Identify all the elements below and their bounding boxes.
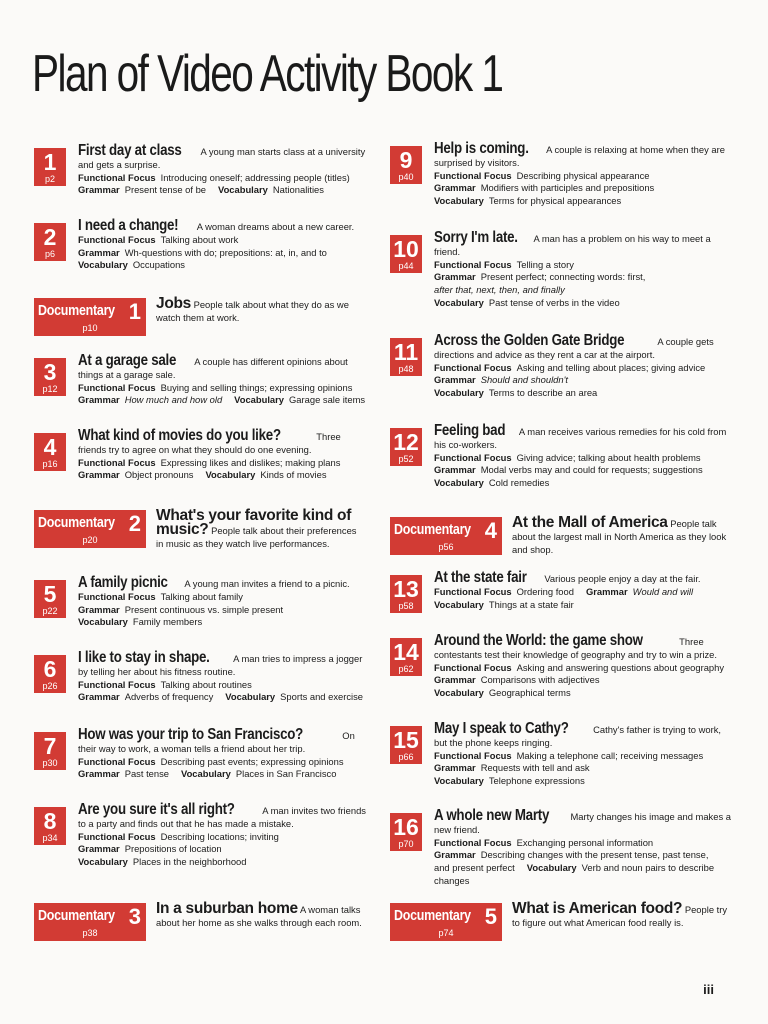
functional-focus: Expressing likes and dislikes; making plans: [160, 456, 341, 468]
documentary-5: [390, 900, 730, 941]
unit-3: [34, 352, 370, 407]
functional-focus-label: Functional Focus: [434, 451, 512, 463]
documentary-number: 5: [484, 904, 497, 929]
unit-number-badge: [390, 338, 422, 376]
functional-focus: Describing physical appearance: [516, 169, 650, 181]
unit-title: I like to stay in shape.: [78, 649, 210, 666]
vocabulary-label: Vocabulary: [234, 394, 285, 406]
unit-4: [34, 427, 370, 482]
unit-title: Around the World: the game show: [434, 632, 643, 649]
functional-focus-label: Functional Focus: [78, 381, 156, 393]
unit-details: [434, 569, 701, 611]
unit-title: May I speak to Cathy?: [434, 720, 569, 737]
unit-details: [78, 801, 370, 869]
unit-14: [390, 632, 730, 700]
functional-focus: Ordering food: [516, 585, 574, 597]
unit-title: First day at class: [78, 142, 182, 159]
functional-focus: Telling a story: [516, 258, 574, 270]
vocabulary: Verb and noun pairs to describe changes: [434, 862, 715, 886]
documentary-description: People talk about the largest mall in North America as they look and shop.: [512, 518, 727, 555]
unit-details: [78, 427, 370, 482]
documentary-number: 4: [484, 518, 497, 543]
grammar-label: Grammar: [434, 464, 476, 476]
documentary-number: 2: [128, 511, 141, 536]
vocabulary: Cold remedies: [488, 477, 550, 489]
unit-page: p40: [398, 172, 414, 182]
vocabulary-label: Vocabulary: [225, 691, 276, 703]
unit-number: 15: [393, 727, 419, 753]
documentary-label: Documentary: [38, 908, 115, 924]
grammar-continued: and present perfect: [434, 862, 515, 874]
documentary-description: A woman talks about her home as she walks through each room.: [156, 904, 362, 928]
grammar-label: Grammar: [434, 849, 476, 861]
unit-number-badge: [34, 358, 66, 396]
unit-title: A family picnic: [78, 574, 168, 591]
unit-page: p12: [42, 384, 58, 394]
vocabulary: Places in San Francisco: [235, 768, 337, 780]
grammar: Past tense: [124, 768, 170, 780]
vocabulary: Past tense of verbs in the video: [488, 296, 620, 308]
unit-page: p52: [398, 454, 414, 464]
grammar: Present continuous vs. simple present: [124, 603, 284, 615]
functional-focus-label: Functional Focus: [78, 830, 156, 842]
documentary-title: What is American food?: [512, 900, 683, 917]
functional-focus-label: Functional Focus: [78, 590, 156, 602]
unit-number: 6: [43, 656, 57, 682]
unit-number-badge: [390, 638, 422, 676]
unit-details: [78, 352, 370, 407]
unit-page: p26: [42, 681, 58, 691]
vocabulary: Nationalities: [272, 184, 324, 196]
vocabulary: Garage sale items: [289, 394, 366, 406]
documentary-number: 3: [128, 904, 141, 929]
unit-11: [390, 332, 730, 400]
unit-title: Feeling bad: [434, 422, 506, 439]
grammar-label: Grammar: [78, 394, 120, 406]
unit-page: p62: [398, 664, 414, 674]
documentary-label: Documentary: [38, 303, 115, 319]
unit-9: [390, 140, 730, 208]
unit-details: [434, 140, 730, 208]
documentary-details: [156, 900, 366, 930]
grammar: Modifiers with participles and prepositions: [480, 182, 655, 194]
grammar: Wh-questions with do; prepositions: at, in, and to: [124, 246, 327, 258]
vocabulary: Terms to describe an area: [488, 387, 598, 399]
unit-2: [34, 217, 370, 272]
unit-8: [34, 801, 370, 869]
grammar-label: Grammar: [434, 374, 476, 386]
grammar-label: Grammar: [78, 246, 120, 258]
documentary-page: p38: [82, 928, 98, 938]
unit-number-badge: [390, 428, 422, 466]
unit-number: 2: [43, 224, 57, 250]
documentary-details: [156, 507, 366, 550]
unit-number-badge: [390, 235, 422, 273]
vocabulary-label: Vocabulary: [78, 616, 128, 628]
documentary-title: In a suburban home: [156, 900, 298, 917]
documentary-badge: [34, 298, 146, 336]
documentary-title: Jobs: [156, 295, 191, 312]
unit-page: p6: [44, 249, 55, 259]
documentary-page: p10: [82, 323, 98, 333]
unit-page: p30: [42, 758, 58, 768]
documentary-page: p56: [438, 542, 454, 552]
unit-description: A man receives various remedies for his cold from his co-workers.: [434, 426, 727, 450]
grammar-label: Grammar: [434, 271, 476, 283]
unit-number: 8: [43, 808, 57, 834]
vocabulary: Sports and exercise: [280, 691, 364, 703]
unit-number: 9: [399, 147, 413, 173]
grammar-label: Grammar: [434, 182, 476, 194]
documentary-badge: [390, 903, 502, 941]
unit-title: Across the Golden Gate Bridge: [434, 332, 625, 349]
functional-focus-label: Functional Focus: [434, 361, 512, 373]
page-title: Plan of Video Activity Book 1: [32, 45, 503, 103]
unit-description: A woman dreams about a new career.: [196, 221, 355, 232]
functional-focus: Making a telephone call; receiving messages: [516, 749, 704, 761]
unit-number: 13: [393, 576, 419, 602]
documentary-page: p20: [82, 535, 98, 545]
vocabulary-label: Vocabulary: [434, 387, 484, 399]
unit-page: p2: [44, 174, 55, 184]
unit-number-badge: [34, 732, 66, 770]
grammar-label: Grammar: [78, 603, 120, 615]
documentary-details: [512, 900, 730, 930]
functional-focus-label: Functional Focus: [78, 233, 156, 245]
unit-number: 5: [43, 581, 57, 607]
grammar: Object pronouns: [124, 469, 194, 481]
grammar-label: Grammar: [585, 585, 628, 597]
unit-page: p16: [42, 459, 58, 469]
unit-number-badge: [390, 575, 422, 613]
unit-description: Three friends try to agree on what they should do one evening.: [78, 431, 341, 455]
documentary-label: Documentary: [394, 908, 471, 924]
unit-number: 14: [393, 639, 419, 665]
grammar: Present perfect; connecting words: first,: [480, 271, 646, 283]
unit-number-badge: [390, 146, 422, 184]
unit-details: [78, 574, 350, 629]
unit-number: 3: [43, 359, 57, 385]
documentary-title: What's your favorite kind of music?: [156, 507, 352, 538]
unit-number-badge: [34, 807, 66, 845]
unit-details: [78, 142, 370, 197]
documentary-label: Documentary: [38, 515, 115, 531]
functional-focus: Describing past events; expressing opinions: [160, 755, 344, 767]
grammar: Modal verbs may and could for requests; suggestions: [480, 464, 703, 476]
documentary-2: [34, 507, 370, 550]
vocabulary: Places in the neighborhood: [132, 856, 247, 868]
unit-page: p34: [42, 833, 58, 843]
functional-focus-label: Functional Focus: [78, 755, 156, 767]
functional-focus-label: Functional Focus: [78, 171, 156, 183]
grammar: Would and will: [632, 585, 694, 597]
unit-number-badge: [34, 148, 66, 186]
documentary-badge: [34, 903, 146, 941]
vocabulary: Family members: [132, 616, 203, 628]
unit-description: Cathy's father is trying to work, but the phone keeps ringing.: [434, 724, 721, 748]
unit-number: 12: [393, 429, 419, 455]
unit-title: Help is coming.: [434, 140, 529, 157]
grammar: Present tense of be: [124, 184, 207, 196]
documentary-badge: [34, 510, 146, 548]
functional-focus-label: Functional Focus: [434, 258, 512, 270]
unit-details: [434, 632, 730, 700]
grammar-continued: after that, next, then, and finally: [434, 284, 565, 296]
unit-title: Are you sure it's all right?: [78, 801, 235, 818]
unit-title: A whole new Marty: [434, 807, 550, 824]
grammar: Should and shouldn't: [480, 374, 568, 386]
functional-focus: Talking about routines: [160, 678, 252, 690]
documentary-3: [34, 900, 370, 941]
functional-focus: Talking about work: [160, 233, 239, 245]
unit-details: [78, 217, 355, 272]
vocabulary: Occupations: [132, 259, 185, 271]
documentary-details: [156, 295, 366, 325]
functional-focus-label: Functional Focus: [434, 836, 512, 848]
documentary-description: People talk about what they do as we watch them at work.: [156, 299, 349, 323]
grammar: Describing changes with the present tense, past tense,: [480, 849, 709, 861]
unit-number: 1: [43, 149, 57, 175]
unit-description: Marty changes his image and makes a new friend.: [434, 811, 731, 835]
unit-description: A man invites two friends to a party and finds out that he has made a mistake.: [78, 805, 366, 829]
functional-focus: Buying and selling things; expressing opinions: [160, 381, 353, 393]
documentary-page: p74: [438, 928, 454, 938]
grammar: Adverbs of frequency: [124, 691, 214, 703]
functional-focus-label: Functional Focus: [434, 169, 512, 181]
unit-description: A couple has different opinions about things at a garage sale.: [78, 356, 348, 380]
unit-details: [434, 332, 730, 400]
unit-1: [34, 142, 370, 197]
unit-description: On their way to work, a woman tells a friend about her trip.: [78, 730, 355, 754]
functional-focus: Giving advice; talking about health problems: [516, 451, 701, 463]
unit-10: [390, 229, 730, 310]
unit-number-badge: [390, 726, 422, 764]
grammar: Requests with tell and ask: [480, 762, 590, 774]
unit-number-badge: [34, 580, 66, 618]
vocabulary-label: Vocabulary: [434, 477, 484, 489]
unit-title: Sorry I'm late.: [434, 229, 518, 246]
unit-title: At the state fair: [434, 569, 527, 586]
documentary-number: 1: [128, 299, 141, 324]
functional-focus: Describing locations; inviting: [160, 830, 279, 842]
functional-focus: Introducing oneself; addressing people (titles): [160, 171, 350, 183]
functional-focus-label: Functional Focus: [78, 678, 156, 690]
vocabulary: Things at a state fair: [488, 598, 574, 610]
unit-description: A couple is relaxing at home when they are surprised by visitors.: [434, 144, 725, 168]
grammar-label: Grammar: [434, 674, 476, 686]
unit-page: p22: [42, 606, 58, 616]
unit-title: What kind of movies do you like?: [78, 427, 281, 444]
grammar-label: Grammar: [78, 768, 120, 780]
grammar: Comparisons with adjectives: [480, 674, 600, 686]
functional-focus-label: Functional Focus: [434, 661, 512, 673]
unit-number: 7: [43, 733, 57, 759]
functional-focus-label: Functional Focus: [434, 749, 512, 761]
documentary-4: [390, 514, 730, 556]
functional-focus-label: Functional Focus: [434, 585, 512, 597]
unit-16: [390, 807, 736, 888]
vocabulary-label: Vocabulary: [78, 856, 128, 868]
unit-15: [390, 720, 730, 788]
vocabulary-label: Vocabulary: [181, 768, 231, 780]
vocabulary-label: Vocabulary: [78, 259, 128, 271]
vocabulary: Telephone expressions: [488, 775, 585, 787]
functional-focus: Talking about family: [160, 590, 243, 602]
unit-description: A young man starts class at a university and gets a surprise.: [78, 146, 366, 170]
unit-number-badge: [34, 433, 66, 471]
unit-page: p48: [398, 364, 414, 374]
functional-focus-label: Functional Focus: [78, 456, 156, 468]
unit-page: p58: [398, 601, 414, 611]
vocabulary-label: Vocabulary: [526, 862, 577, 874]
unit-number-badge: [34, 223, 66, 261]
unit-title: At a garage sale: [78, 352, 177, 369]
unit-number: 11: [393, 339, 419, 365]
vocabulary: Geographical terms: [488, 687, 571, 699]
unit-details: [434, 720, 730, 788]
functional-focus: Exchanging personal information: [516, 836, 654, 848]
functional-focus: Asking and telling about places; giving advice: [516, 361, 706, 373]
unit-details: [434, 422, 730, 490]
unit-13: [390, 569, 730, 613]
grammar-label: Grammar: [78, 469, 120, 481]
grammar: How much and how old: [124, 394, 223, 406]
unit-description: A man has a problem on his way to meet a friend.: [434, 233, 711, 257]
unit-details: [78, 726, 370, 781]
vocabulary-label: Vocabulary: [434, 687, 484, 699]
documentary-title: At the Mall of America: [512, 514, 668, 531]
functional-focus: Asking and answering questions about geography: [516, 661, 725, 673]
unit-details: [434, 229, 730, 310]
unit-description: A young man invites a friend to a picnic.: [184, 578, 350, 589]
unit-7: [34, 726, 370, 781]
vocabulary-label: Vocabulary: [205, 469, 256, 481]
unit-number: 16: [393, 814, 419, 840]
unit-description: A couple gets directions and advice as they rent a car at the airport.: [434, 336, 714, 360]
grammar-label: Grammar: [434, 762, 476, 774]
unit-page: p70: [398, 839, 414, 849]
grammar: Prepositions of location: [124, 843, 222, 855]
unit-details: [434, 807, 736, 888]
documentary-badge: [390, 517, 502, 555]
unit-number: 4: [43, 434, 57, 460]
unit-description: Three contestants test their knowledge of geography and try to win a prize.: [434, 636, 717, 660]
unit-description: Various people enjoy a day at the fair.: [544, 573, 701, 584]
unit-12: [390, 422, 730, 490]
vocabulary: Kinds of movies: [260, 469, 327, 481]
vocabulary-label: Vocabulary: [434, 775, 484, 787]
documentary-label: Documentary: [394, 522, 471, 538]
grammar-label: Grammar: [78, 691, 120, 703]
unit-5: [34, 574, 370, 629]
documentary-description: People talk about their preferences in music as they watch live performances.: [156, 524, 357, 549]
unit-details: [78, 649, 370, 704]
unit-description: A man tries to impress a jogger by telling her about his fitness routine.: [78, 653, 363, 677]
documentary-1: [34, 295, 370, 336]
vocabulary: Terms for physical appearances: [488, 195, 622, 207]
unit-title: How was your trip to San Francisco?: [78, 726, 304, 743]
unit-title: I need a change!: [78, 217, 179, 234]
grammar-label: Grammar: [78, 843, 120, 855]
unit-page: p66: [398, 752, 414, 762]
grammar-label: Grammar: [78, 184, 120, 196]
unit-number-badge: [390, 813, 422, 851]
unit-6: [34, 649, 370, 704]
vocabulary-label: Vocabulary: [434, 195, 484, 207]
vocabulary-label: Vocabulary: [434, 296, 484, 308]
page-number: iii: [703, 982, 714, 997]
unit-number: 10: [393, 236, 419, 262]
vocabulary-label: Vocabulary: [218, 184, 268, 196]
unit-page: p44: [398, 261, 414, 271]
documentary-description: People try to figure out what American food really is.: [512, 904, 728, 928]
unit-number-badge: [34, 655, 66, 693]
vocabulary-label: Vocabulary: [434, 598, 484, 610]
documentary-details: [512, 514, 730, 556]
